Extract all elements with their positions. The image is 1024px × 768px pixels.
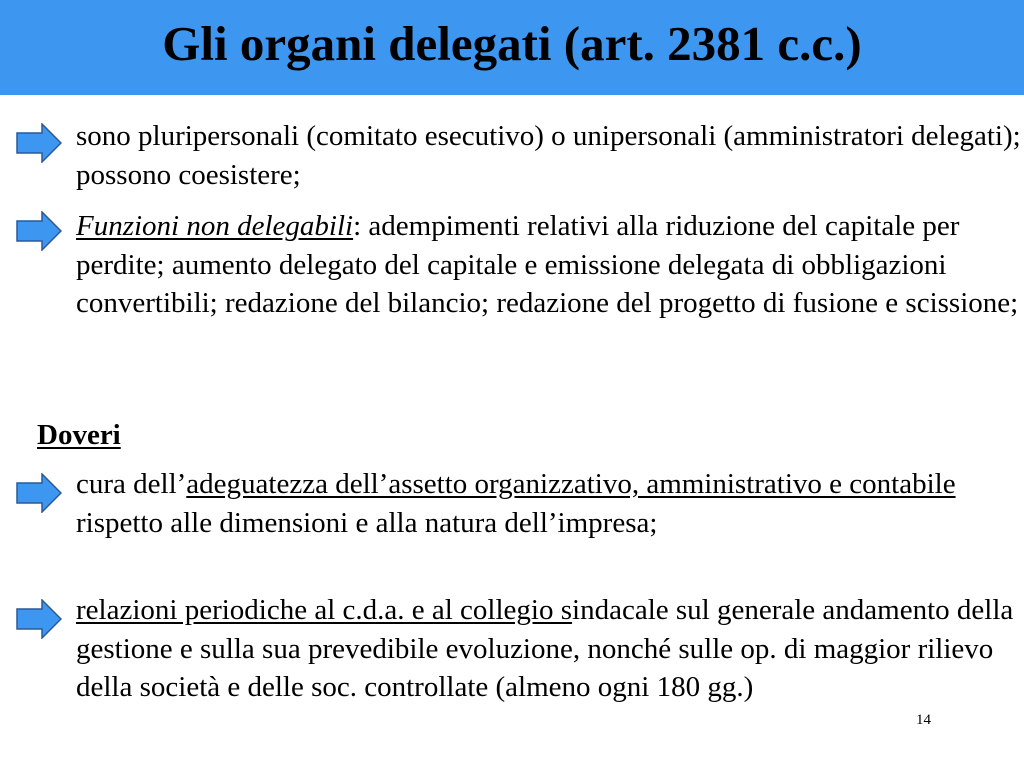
duty-rest: rispetto alle dimensioni e alla natura dell’impresa; [76,506,658,539]
bullet-text-content: sono pluripersonali (comitato esecutivo) o unipersonali (amministratori delegati); possono coesistere; [76,120,1021,191]
duty-text [76,465,1021,542]
right-arrow-icon [16,599,62,639]
bullet-text [76,117,1021,194]
non-delegable-functions-term: Funzioni non delegabili [76,210,354,242]
section-heading-doveri: Doveri [37,419,121,451]
duty-text [76,591,1021,707]
bullet-text-content: : adempimenti relativi alla riduzione del capitale per perdite; aumento delegato del capitale e emissione delegata di obbligazioni convertibili; redazione del bilancio; redazione del progetto di fusione e scissione; [76,210,1019,319]
right-arrow-icon [16,211,62,251]
slide-title: Gli organi delegati (art. 2381 c.c.) [162,16,862,71]
right-arrow-icon [16,123,62,163]
title-bar [0,0,1024,95]
page-number: 14 [916,712,931,728]
right-arrow-icon [16,473,62,513]
bullet-text [76,207,1021,323]
duty-prefix: cura dell’ [76,468,187,500]
duty-underlined: relazioni periodiche al c.d.a. e al collegio s [76,594,573,626]
duty-underlined: adeguatezza dell’assetto organizzativo, amministrativo e contabile [186,468,956,500]
duty-rest: indacale sul generale andamento della gestione e sulla sua prevedibile evoluzione, nonché sulle op. di maggior rilievo della società e delle soc. controllate (almeno ogni 180 gg.) [76,594,1014,703]
